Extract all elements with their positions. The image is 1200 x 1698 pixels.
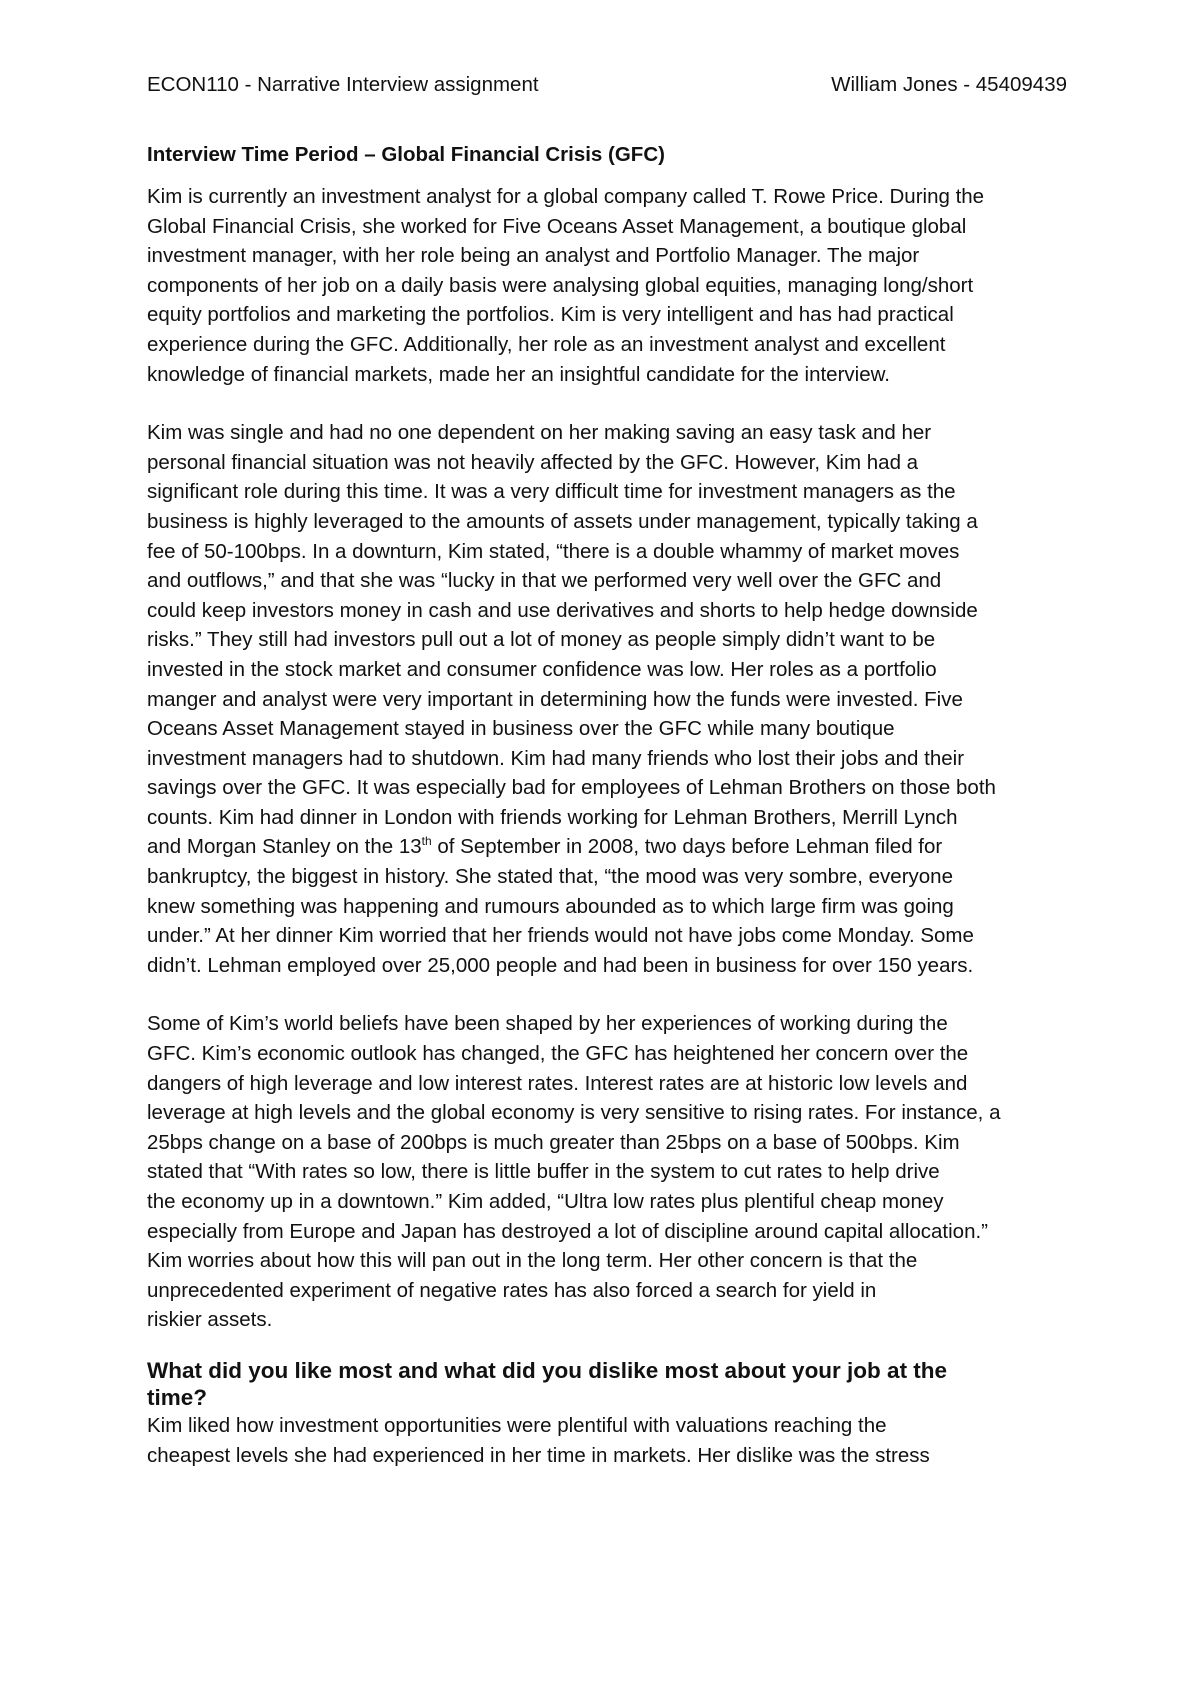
text-line: counts. Kim had dinner in London with friends working for Lehman Brothers, Merrill Lynch [147,805,958,829]
text-line: GFC. Kim’s economic outlook has changed, the GFC has heightened her concern over the [147,1042,969,1066]
text-line: and outflows,” and that she was “lucky in that we performed very well over the GFC and [147,569,942,593]
text-line: experience during the GFC. Additionally, her role as an investment analyst and excellent [147,332,946,356]
text-line: bankruptcy, the biggest in history. She stated that, “the mood was very sombre, everyone [147,865,953,889]
date-ordinal-suffix: th [421,834,432,849]
text-line: manger and analyst were very important in determining how the funds were invested. Five [147,687,963,711]
text-line: significant role during this time. It was a very difficult time for investment managers as the [147,480,956,504]
section-title: Interview Time Period – Global Financial Crisis (GFC) [147,143,665,166]
header-author: William Jones - 45409439 [831,73,1067,96]
text-line: Kim liked how investment opportunities were plentiful with valuations reaching the [147,1413,887,1437]
text-line: could keep investors money in cash and use derivatives and shorts to help hedge downside [147,598,978,622]
text-line: Global Financial Crisis, she worked for Five Oceans Asset Management, a boutique global [147,214,967,238]
text-line: knew something was happening and rumours abounded as to which large firm was going [147,894,954,918]
text-line: business is highly leveraged to the amounts of assets under management, typically taking a [147,509,978,533]
text-line: Kim worries about how this will pan out in the long term. Her other concern is that the [147,1249,918,1273]
text-line: Some of Kim’s world beliefs have been shaped by her experiences of working during the [147,1012,948,1036]
text-line: 25bps change on a base of 200bps is much greater than 25bps on a base of 500bps. Kim [147,1130,960,1154]
text-line: under.” At her dinner Kim worried that her friends would not have jobs come Monday. Some [147,924,974,948]
question-line: What did you like most and what did you dislike most about your job at the [147,1357,948,1383]
text-line: the economy up in a downtown.” Kim added, “Ultra low rates plus plentiful cheap money [147,1190,944,1213]
text-line: investment manager, with her role being an analyst and Portfolio Manager. The major [147,244,920,268]
text-line: cheapest levels she had experienced in her time in markets. Her dislike was the stress [147,1443,930,1467]
text-line: especially from Europe and Japan has destroyed a lot of discipline around capital allocation.” [147,1219,989,1243]
text-line: equity portfolios and marketing the portfolios. Kim is very intelligent and has had practical [147,303,954,327]
date-text-end: of September in 2008, two days before Lehman filed for [431,835,943,859]
date-text-start: and Morgan Stanley on the 13 [147,835,422,859]
text-line: components of her job on a daily basis were analysing global equities, managing long/short [147,273,974,297]
text-line: leverage at high levels and the global economy is very sensitive to rising rates. For instance, a [147,1101,1001,1125]
text-line: Kim was single and had no one dependent on her making saving an easy task and her [147,421,932,445]
text-line: investment managers had to shutdown. Kim had many friends who lost their jobs and their [147,746,965,770]
paragraph-introduction [147,182,1067,389]
interview-question-heading [147,1357,1067,1411]
text-line: Kim is currently an investment analyst for a global company called T. Rowe Price. During the [147,185,985,208]
paragraph-likes-dislikes [147,1411,1067,1470]
question-line: time? [147,1384,208,1410]
header-course-title: ECON110 - Narrative Interview assignment [147,73,539,96]
text-line: knowledge of financial markets, made her an insightful candidate for the interview. [147,362,890,386]
text-line: savings over the GFC. It was especially bad for employees of Lehman Brothers on those both [147,776,996,800]
paragraph-world-beliefs [147,1009,1067,1335]
document-page [147,70,1067,1470]
text-line: risks.” They still had investors pull out a lot of money as people simply didn’t want to be [147,628,936,652]
text-line: fee of 50-100bps. In a downturn, Kim stated, “there is a double whammy of market moves [147,539,960,563]
text-line: riskier assets. [147,1308,273,1332]
page-header [147,70,1067,100]
text-line: personal financial situation was not heavily affected by the GFC. However, Kim had a [147,450,919,474]
text-line-date [147,832,1067,862]
text-line: Oceans Asset Management stayed in business over the GFC while many boutique [147,717,895,741]
text-line: didn’t. Lehman employed over 25,000 people and had been in business for over 150 years. [147,953,974,977]
text-line: unprecedented experiment of negative rates has also forced a search for yield in [147,1278,877,1302]
text-line: dangers of high leverage and low interest rates. Interest rates are at historic low levels and [147,1071,968,1095]
paragraph-gfc-experience [147,418,1067,980]
text-line: invested in the stock market and consumer confidence was low. Her roles as a portfolio [147,657,937,681]
text-line: stated that “With rates so low, there is little buffer in the system to cut rates to help drive [147,1160,940,1184]
